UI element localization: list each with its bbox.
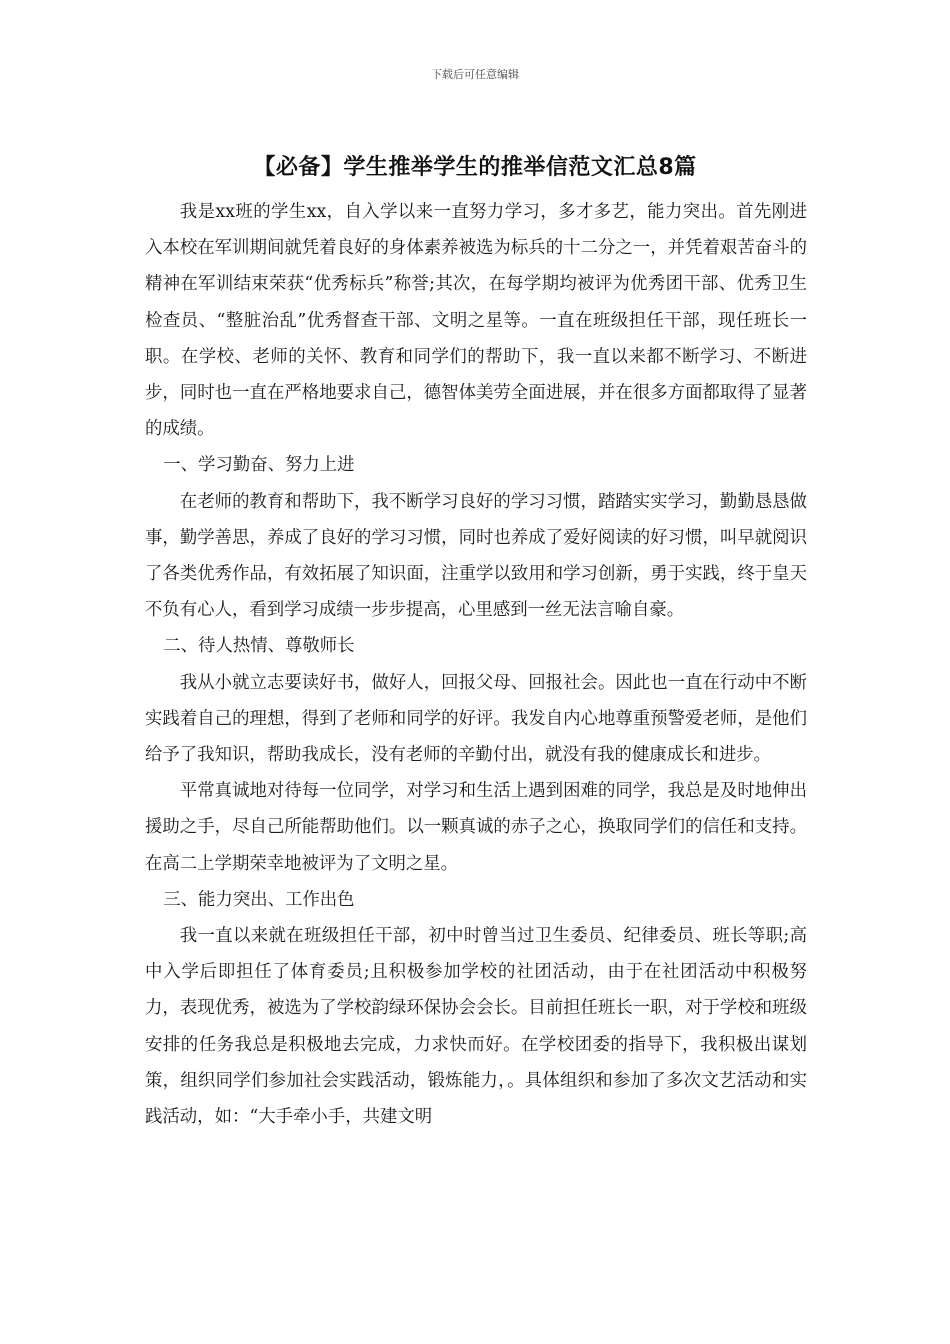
paragraph-classmates: 平常真诚地对待每一位同学，对学习和生活上遇到困难的同学，我总是及时地伸出援助之手，尽自己所能帮助他们。以一颗真诚的赤子之心，换取同学们的信任和支持。在高二上学期荣幸地被评为了文明之星。 [145, 781, 807, 874]
paragraph-study: 在老师的教育和帮助下，我不断学习良好的学习习惯，踏踏实实学习，勤勤恳恳做事，勤学善思，养成了良好的学习习惯，同时也养成了爱好阅读的好习惯，叫早就阅识了各类优秀作品，有效拓展了知识面，注重学以致用和学习创新，勇于实践，终于皇天不负有心人，看到学习成绩一步步提高，心里感到一丝无法言喻自豪。 [145, 491, 807, 621]
document-title: 【必备】学生推举学生的推举信范文汇总8篇 [253, 155, 697, 180]
paragraph-intro: 我是xx班的学生xx，自入学以来一直努力学习，多才多艺，能力突出。首先刚进入本校在军训期间就凭着良好的身体素养被选为标兵的十二分之一，并凭着艰苦奋斗的精神在军训结束荣获“优秀标兵”称誉;其次，在每学期均被评为优秀团干部、优秀卫生检查员、“整脏治乱”优秀督查干部、文明之星等。一直在班级担任干部，现任班长一职。在学校、老师的关怀、教育和同学们的帮助下，我一直以来都不断学习、不断进步，同时也一直在严格地要求自己，德智体美劳全面进展，并在很多方面都取得了显著的成绩。 [145, 202, 807, 440]
paragraph-ability: 我一直以来就在班级担任干部，初中时曾当过卫生委员、纪律委员、班长等职;高中入学后即担任了体育委员;且积极参加学校的社团活动，由于在社团活动中积极努力，表现优秀，被选为了学校韵绿环保协会会长。目前担任班长一职，对于学校和班级安排的任务我总是积极地去完成，力求快而好。在学校团委的指导下，我积极出谋划策，组织同学们参加社会实践活动，锻炼能力，。具体组织和参加了多次文艺活动和实践活动，如：“大手牵小手，共建文明 [145, 926, 807, 1128]
paragraph-respect: 我从小就立志要读好书，做好人，回报父母、回报社会。因此也一直在行动中不断实践着自己的理想，得到了老师和同学的好评。我发自内心地尊重预警爱老师，是他们给予了我知识，帮助我成长，没有老师的辛勤付出，就没有我的健康成长和进步。 [145, 672, 807, 766]
section-heading-3: 三、能力突出、工作出色 [163, 889, 355, 910]
document-body [145, 194, 807, 1135]
header-note: 下载后可任意编辑 [431, 68, 519, 81]
section-heading-2: 二、待人热情、尊敬师长 [163, 636, 355, 657]
section-heading-1: 一、学习勤奋、努力上进 [163, 455, 355, 476]
